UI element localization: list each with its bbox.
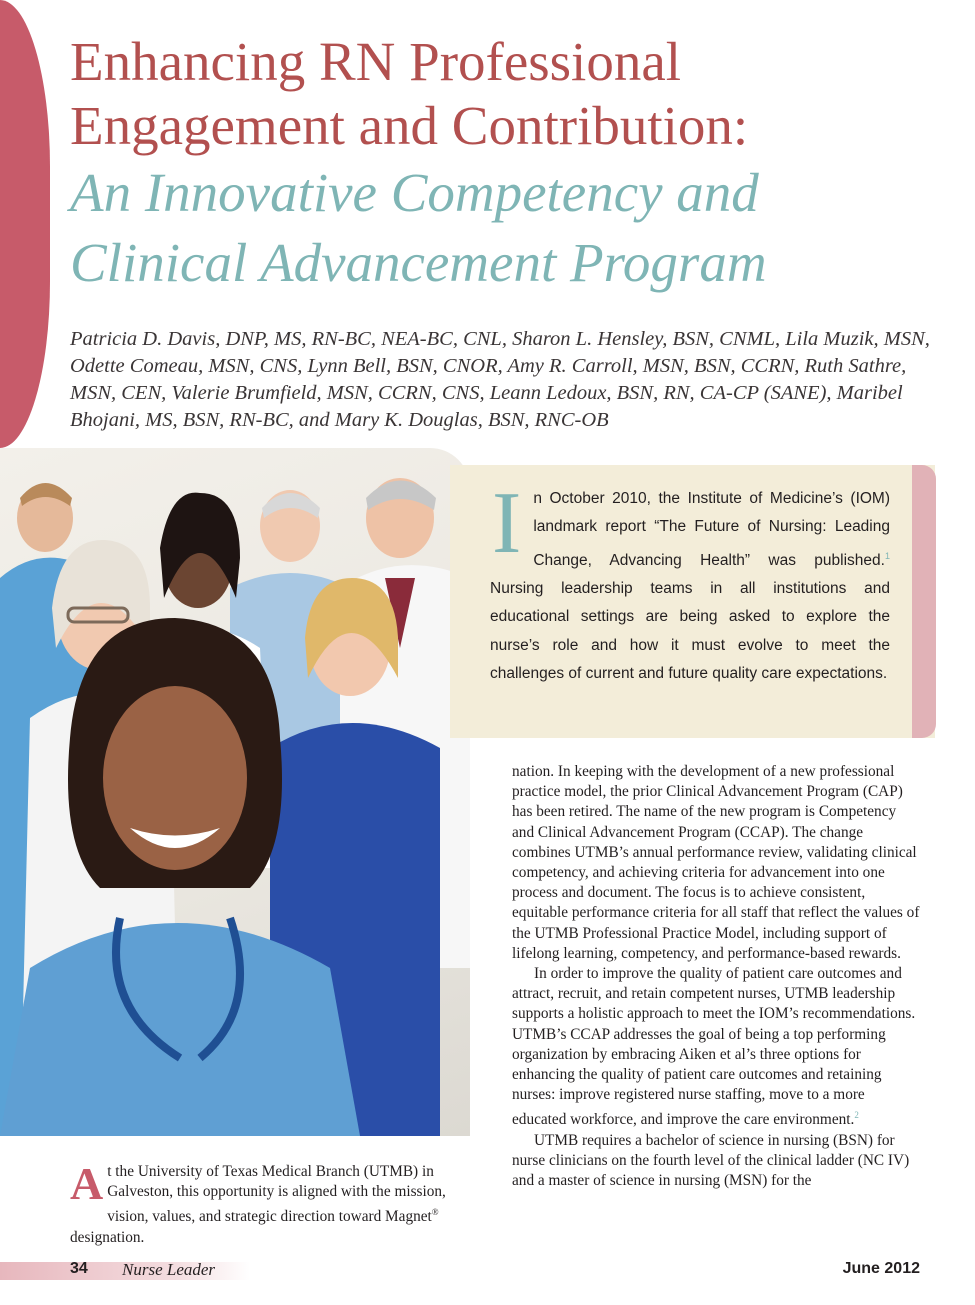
title-line-2: Engagement and Contribution: xyxy=(70,95,749,156)
reference-2[interactable]: 2 xyxy=(854,1110,859,1121)
body-paragraph-1: nation. In keeping with the development of a new professional practice model, the prior Clinical Advancement Program (CAP) has been retired. The name of the new program is Competency and Clinical Advancement Program (CCAP). The change combines UTMB’s annual performance review, validating clinical competency, and achieving criteria for advancement into one process and document. The focus is to achieve consistent, equitable performance criteria for all staff that reflect the values of the UTMB Professional Practice Model, including support of lifelong learning, competency, and performance-based rewards. xyxy=(512,763,920,962)
callout-accent-edge xyxy=(912,465,936,738)
subtitle-line-2: Clinical Advancement Program xyxy=(70,232,767,293)
body-column-left xyxy=(70,1158,468,1248)
left-decorative-band xyxy=(0,0,50,448)
callout-text-b: Nursing leadership teams in all institutions and educational settings are being asked to explore the nurse’s role and how it must evolve to meet the challenges of current and future quality care expectations. xyxy=(490,580,890,682)
page-number: 34 xyxy=(70,1260,88,1277)
article-title xyxy=(70,30,950,298)
intro-callout-text xyxy=(490,475,890,688)
journal-name: Nurse Leader xyxy=(122,1260,216,1279)
photo-illustration xyxy=(0,448,470,1136)
registered-mark: ® xyxy=(431,1207,439,1218)
author-list: Patricia D. Davis, DNP, MS, RN-BC, NEA-BC, CNL, Sharon L. Hensley, BSN, CNML, Lila Muzik, MSN, Odette Comeau, MSN, CNS, Lynn Bell, BSN, CNOR, Amy R. Carroll, MSN, BSN, CCRN, Ruth Sathre, MSN, CEN, Valerie Brumfield, MSN, CCRN, CNS, Leann Ledoux, BSN, RN, CA-CP (SANE), Maribel Bhojani, MS, BSN, RN-BC, and Mary K. Douglas, BSN, RNC-OB xyxy=(70,328,930,431)
body-paragraph-3: UTMB requires a bachelor of science in nursing (BSN) for nurse clinicians on the fourth level of the clinical ladder (NC IV) and a master of science in nursing (MSN) for the xyxy=(512,1131,910,1190)
reference-1[interactable]: 1 xyxy=(884,550,890,561)
dropcap-i: I xyxy=(492,475,522,572)
body-paragraph-2 xyxy=(512,964,922,1131)
dropcap-a: A xyxy=(70,1158,104,1209)
subtitle-line-1: An Innovative Competency and xyxy=(70,162,759,223)
body-column-right xyxy=(512,762,922,1191)
callout-text-a: n October 2010, the Institute of Medicine’s (IOM) landmark report “The Future of Nursing: Leading Change, Advancing Health” was published. xyxy=(533,490,890,569)
nurses-group-photo xyxy=(0,448,470,1136)
body-left-text-b: designation. xyxy=(70,1228,145,1246)
title-line-1: Enhancing RN Professional xyxy=(70,31,682,92)
issue-date: June 2012 xyxy=(842,1260,920,1277)
body-paragraph-2-text: In order to improve the quality of patient care outcomes and attract, recruit, and retain competent nurses, UTMB leadership supports a holistic approach to meet the IOM’s recommendations. UTMB’s CCAP addresses the goal of being a top performing organization by embracing Aiken et al’s three options for enhancing the quality of patient care outcomes and retaining nurses: improve registered nurse staffing, move to a more educated workforce, and improve the care environment. xyxy=(512,965,916,1129)
body-left-text-a: t the University of Texas Medical Branch (UTMB) in Galveston, this opportunity is aligned with the mission, vision, values, and strategic direction toward Magnet xyxy=(107,1163,446,1226)
